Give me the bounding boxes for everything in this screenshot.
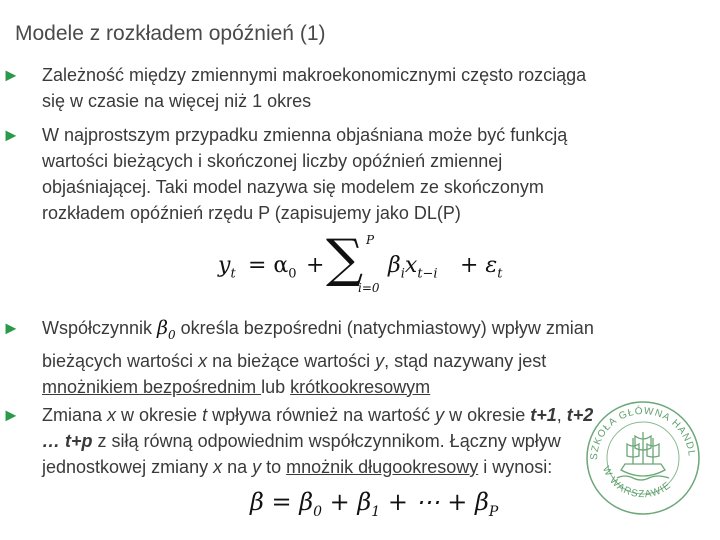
var-t-plus-p: t+p [65, 431, 93, 451]
term-long-run-multiplier: mnożnik długookresowy [286, 457, 479, 477]
var-t: t [202, 405, 208, 425]
formula-x: x [404, 253, 418, 278]
bullet-2-line-2: wartości bieżących i skończonej liczby opóźnień zmiennej [42, 151, 503, 171]
bullet-4-text-d: w okresie [444, 405, 531, 425]
bullet-3 [2, 315, 702, 400]
formula2-sub-p: P [488, 503, 499, 520]
bullet-2-line-3: objaśniającej. Taki model nazywa się modelem ze skończonym [42, 177, 544, 197]
triangle-arrow-icon: ► [2, 125, 20, 145]
formula-eq-alpha: = α [248, 253, 289, 278]
var-x: x [107, 405, 117, 425]
bullet-4-text-e: , [556, 405, 567, 425]
bullet-4-line-2: z siłą równą odpowiednim współczynnikom. Łączny wpływ [92, 431, 561, 451]
var-y: y [435, 405, 445, 425]
formula2-dots-beta: + ⋯ + β [380, 488, 489, 516]
bullet-3-text-1: Współczynnik [42, 318, 153, 338]
var-t-plus-2: t+2 [566, 405, 594, 425]
var-x: x [198, 350, 208, 371]
university-seal-icon [583, 398, 703, 518]
ship-icon [617, 432, 669, 480]
bullet-4-text-c: wpływa również na wartość [207, 405, 436, 425]
beta-0-symbol: β [157, 317, 169, 339]
bullet-4-line-3a: jednostkowej zmiany [42, 457, 214, 477]
triangle-arrow-icon: ► [2, 65, 20, 85]
sum-upper-limit: P [366, 233, 375, 247]
bullet-4-text-a: Zmiana [42, 405, 108, 425]
sum-sigma: ∑ [326, 229, 364, 289]
bullet-2 [2, 122, 702, 226]
term-short-run: krótkookresowym [290, 376, 431, 397]
seal-text-top: SZKOŁA GŁÓWNA HANDL [588, 405, 697, 461]
bullet-2-line-1: W najprostszym przypadku zmienna objaśniana może być funkcją [42, 125, 568, 145]
bullet-3-line-3a: lub [261, 376, 291, 397]
bullet-4-line-3d: i wynosi: [478, 457, 553, 477]
bullet-2-line-4: rozkładem opóźnień rzędu P (zapisujemy jako DL(P) [42, 203, 461, 223]
formula-eps-sub: t [497, 266, 503, 282]
var-y: y [252, 457, 262, 477]
formula-lhs-sub: t [230, 266, 236, 282]
formula2-beta-eq: β = β [250, 488, 314, 516]
bullet-4-line-3b: na [222, 457, 253, 477]
sum-lower-limit: i=0 [358, 281, 380, 295]
bullet-1-line-1: Zależność między zmiennymi makroekonomicznymi często rozciąga [42, 65, 587, 85]
bullet-3-text-2: określa bezpośredni (natychmiastowy) wpływ zmian [175, 318, 594, 338]
var-x: x [213, 457, 223, 477]
long-run-multiplier-formula [250, 488, 498, 520]
formula2-sub-0: 0 [313, 503, 323, 520]
term-immediate-multiplier: mnożnikiem bezpośrednim [42, 376, 262, 397]
formula-beta: β [388, 253, 401, 278]
triangle-arrow-icon: ► [2, 318, 20, 338]
formula-plus-eps: + ε [460, 253, 498, 278]
ellipsis: … [42, 431, 66, 451]
formula2-plus-beta: + β [322, 488, 372, 516]
svg-text:SZKOŁA GŁÓWNA HANDLOWA [583, 398, 697, 460]
svg-text:W WARSZAWIE [600, 465, 674, 501]
bullet-3-line-2c: , stąd nazywany jest [384, 350, 547, 371]
triangle-arrow-icon: ► [2, 405, 20, 425]
bullet-4-line-3c: to [261, 457, 287, 477]
var-y: y [375, 350, 385, 371]
formula-x-sub: t−i [417, 266, 438, 282]
var-t-plus-1: t+1 [530, 405, 557, 425]
formula-lhs: y [218, 253, 231, 278]
bullet-3-line-2a: bieżących wartości [42, 350, 199, 371]
formula2-sub-1: 1 [371, 503, 381, 520]
seal-text-bottom: W WARSZAWIE [599, 464, 674, 501]
formula-alpha-sub: 0 [288, 266, 297, 282]
bullet-3-line-2b: na bieżące wartości [207, 350, 376, 371]
bullet-1 [2, 62, 702, 114]
beta-0-sub: 0 [168, 327, 176, 342]
formula-plus: + [306, 253, 325, 278]
dl-model-formula [218, 229, 508, 295]
slide-title: Modele z rozkładem opóźnień (1) [15, 22, 326, 45]
bullet-1-line-2: się w czasie na więcej niż 1 okres [42, 91, 312, 111]
bullet-4-text-b: w okresie [116, 405, 203, 425]
formula-beta-sub: i [400, 266, 405, 282]
